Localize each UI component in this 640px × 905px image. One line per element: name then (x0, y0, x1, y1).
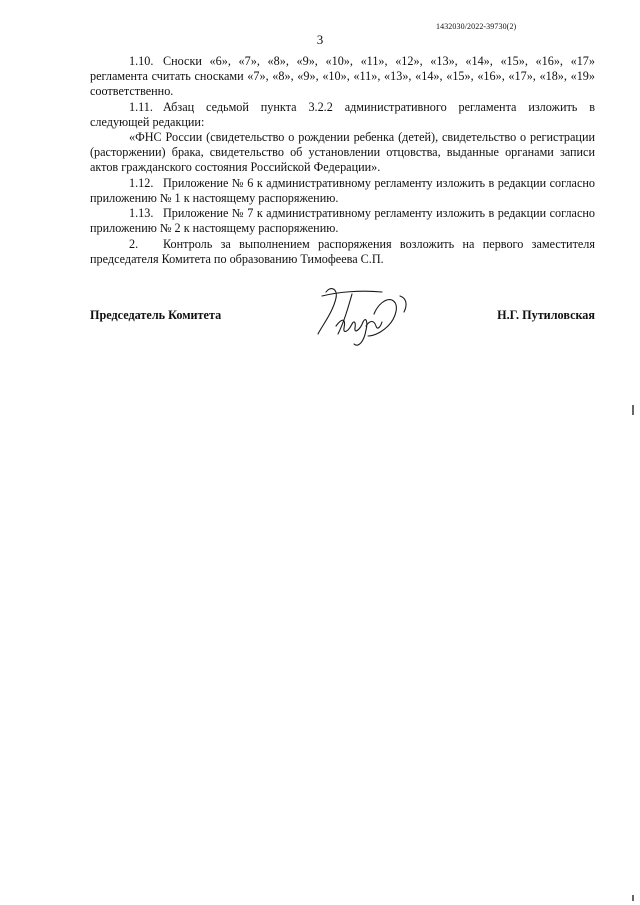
paragraph-number: 2. (129, 236, 139, 251)
paragraph-text: Сноски «6», «7», «8», «9», «10», «11», «12», «13», «14», «15», «16», «17» регламента считать сносками «7», «8», «9», «10», «11», «13», «14», «15», «16», «17», «18», «19» соответственно. (90, 54, 595, 98)
document-body (90, 54, 595, 267)
paragraph-1-11 (90, 100, 595, 130)
paragraph-1-10 (90, 54, 595, 99)
paragraph-text: Приложение № 7 к административному регламенту изложить в редакции согласно приложению № 2 к настоящему распоряжению. (90, 206, 595, 235)
paragraph-text: «ФНС России (свидетельство о рождении ребенка (детей), свидетельство о регистрации (расторжении) брака, свидетельство об установлении отцовства, выданные органами записи актов гражданского состояния Российской Федерации». (90, 130, 595, 174)
paragraph-text: Контроль за выполнением распоряжения возложить на первого заместителя председателя Комитета по образованию Тимофеева С.П. (90, 236, 595, 266)
paragraph-1-12 (90, 176, 595, 206)
paragraph-1-13 (90, 206, 595, 236)
paragraph-number: 1.13. (129, 206, 154, 220)
paragraph-number: 1.12. (129, 175, 154, 190)
page-number: 3 (316, 32, 324, 47)
document-registration-number: 1432030/2022-39730(2) (436, 22, 517, 31)
scan-edge-mark (632, 895, 634, 901)
signatory-name: Н.Г. Путиловская (497, 308, 595, 322)
paragraph-number: 1.10. (129, 54, 154, 68)
scan-edge-mark (632, 405, 634, 415)
paragraph-number: 1.11. (129, 99, 153, 114)
paragraph-2 (90, 237, 595, 267)
signatory-title: Председатель Комитета (90, 308, 222, 322)
paragraph-text: Приложение № 6 к административному регламенту изложить в редакции согласно приложению № 1 к настоящему распоряжению. (90, 175, 595, 205)
paragraph-text: Абзац седьмой пункта 3.2.2 административного регламента изложить в следующей редакции: (90, 99, 595, 129)
paragraph-quote-fns (90, 130, 595, 175)
handwritten-signature-icon (308, 282, 420, 354)
